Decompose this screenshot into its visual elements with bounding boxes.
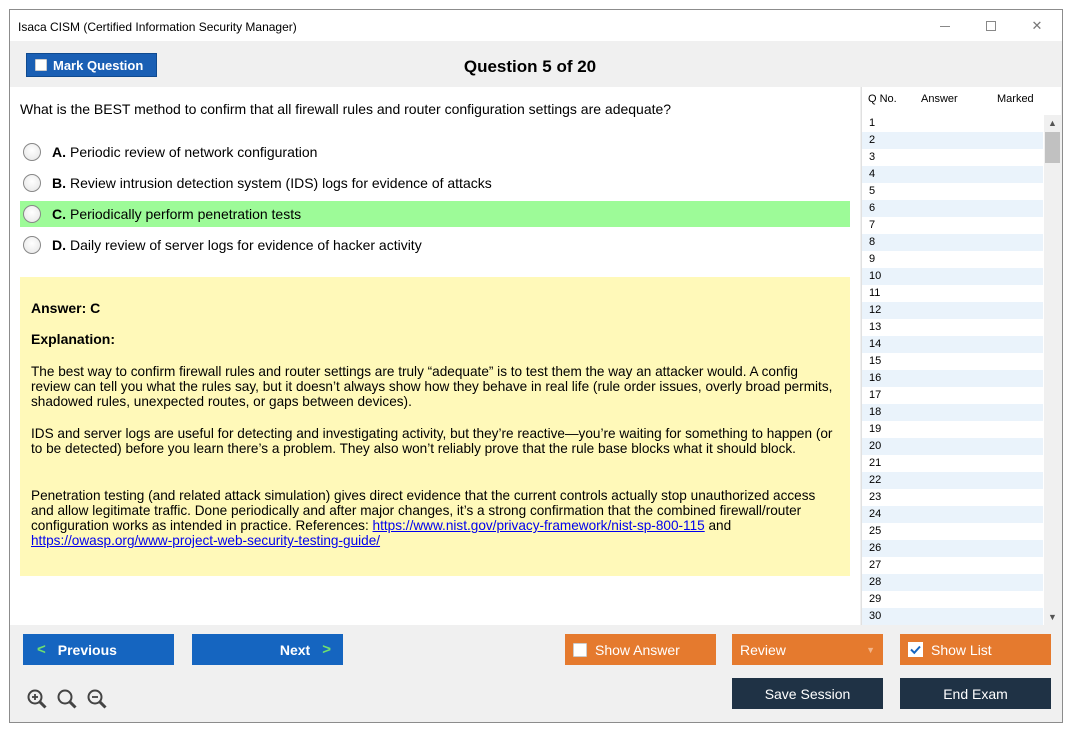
option-text: Daily review of server logs for evidence of hacker activity bbox=[70, 237, 422, 253]
question-list-row[interactable]: 11 bbox=[869, 287, 881, 299]
zoom-out-icon[interactable] bbox=[86, 688, 108, 710]
previous-button[interactable] bbox=[23, 634, 174, 665]
question-panel bbox=[10, 87, 860, 625]
show-list-button[interactable] bbox=[900, 634, 1051, 665]
question-list-row[interactable]: 15 bbox=[869, 355, 882, 367]
explanation-paragraph-3 bbox=[31, 488, 836, 548]
option-a[interactable] bbox=[20, 139, 850, 165]
question-text: What is the BEST method to confirm that all firewall rules and router configuration settings are adequate? bbox=[20, 101, 672, 117]
question-list-panel bbox=[861, 87, 1061, 625]
question-list-rows bbox=[862, 115, 1043, 625]
show-answer-checkbox[interactable] bbox=[573, 643, 587, 657]
question-list-row[interactable]: 28 bbox=[862, 574, 1043, 591]
next-label: Next bbox=[279, 641, 311, 658]
chevron-left-icon: < bbox=[37, 641, 46, 658]
question-list-row[interactable]: 1 bbox=[869, 117, 876, 129]
show-answer-button[interactable] bbox=[565, 634, 716, 665]
previous-label: Previous bbox=[57, 641, 117, 658]
option-d[interactable] bbox=[20, 232, 850, 258]
option-letter: B. bbox=[52, 175, 66, 191]
mark-question-label: Mark Question bbox=[53, 57, 144, 73]
app-window bbox=[9, 9, 1063, 723]
question-list-row[interactable]: 24 bbox=[862, 506, 1043, 523]
review-label: Review bbox=[740, 641, 786, 658]
explanation-paragraph-1: The best way to confirm firewall rules and router settings are truly “adequate” is to test them the way an attacker would. A config review can tell you what the rules say, but it doesn’t always show how they behave in real life (rule order issues, overly broad permits, shadowed rules, unexpected routes, or gaps between devices). bbox=[31, 364, 833, 409]
option-b-radio[interactable] bbox=[23, 174, 41, 192]
scroll-down-icon[interactable]: ▼ bbox=[1048, 612, 1057, 622]
explanation-paragraph-3-text: Penetration testing (and related attack simulation) gives direct evidence that the current controls actually stop unauthorized access and allow legitimate traffic. Done periodically and after major changes, it’s a strong confirmation that the combined firewall/router configuration works as intended in practice. References: bbox=[31, 488, 816, 533]
reference-link-nist[interactable]: https://www.nist.gov/privacy-framework/nist-sp-800-115 bbox=[372, 518, 705, 533]
option-letter: A. bbox=[52, 144, 66, 160]
title-bar bbox=[10, 10, 1062, 41]
question-list-row[interactable]: 23 bbox=[869, 491, 882, 503]
close-button[interactable] bbox=[1014, 14, 1060, 38]
maximize-button[interactable] bbox=[968, 14, 1014, 38]
question-list-row[interactable]: 20 bbox=[862, 438, 1043, 455]
show-list-checkbox[interactable] bbox=[908, 642, 923, 657]
option-text: Periodic review of network configuration bbox=[70, 144, 318, 160]
question-list-row[interactable]: 22 bbox=[862, 472, 1043, 489]
reference-link-owasp[interactable]: https://owasp.org/www-project-web-security-testing-guide/ bbox=[31, 533, 381, 548]
option-b[interactable] bbox=[20, 170, 850, 196]
next-button[interactable] bbox=[192, 634, 343, 665]
question-list-row[interactable]: 5 bbox=[869, 185, 876, 197]
minimize-button[interactable] bbox=[922, 14, 968, 38]
zoom-in-icon[interactable] bbox=[26, 688, 48, 710]
question-list-row[interactable]: 18 bbox=[862, 404, 1043, 421]
question-list-row[interactable]: 29 bbox=[869, 593, 882, 605]
option-a-radio[interactable] bbox=[23, 143, 41, 161]
answer-header: Answer bbox=[921, 93, 958, 105]
save-session-label: Save Session bbox=[764, 685, 851, 702]
question-list-row[interactable]: 7 bbox=[869, 219, 876, 231]
option-letter: D. bbox=[52, 237, 66, 253]
question-list-row[interactable]: 26 bbox=[862, 540, 1043, 557]
explanation-paragraph-2: IDS and server logs are useful for detecting and investigating activity, but they’re reactive—you’re waiting for something to happen (or to be detected) before you learn there’s a problem. They also won’t reliably prove that the rule base blocks what it should block. bbox=[31, 426, 833, 456]
question-list-row[interactable]: 17 bbox=[869, 389, 882, 401]
end-exam-label: End Exam bbox=[943, 685, 1008, 702]
question-list-row[interactable]: 30 bbox=[862, 608, 1043, 625]
close-icon: ✕ bbox=[1031, 18, 1043, 33]
option-letter: C. bbox=[52, 206, 66, 222]
mark-question-checkbox[interactable] bbox=[35, 59, 47, 71]
question-list-row[interactable]: 21 bbox=[869, 457, 882, 469]
question-list-row[interactable]: 16 bbox=[862, 370, 1043, 387]
marked-header: Marked bbox=[997, 93, 1034, 105]
and-text: and bbox=[704, 518, 732, 533]
option-text: Review intrusion detection system (IDS) logs for evidence of attacks bbox=[70, 175, 492, 191]
explanation-box bbox=[20, 277, 850, 576]
show-list-label: Show List bbox=[931, 641, 992, 658]
answer-label: Answer: C bbox=[31, 300, 101, 316]
review-dropdown[interactable] bbox=[732, 634, 883, 665]
question-list-row[interactable]: 19 bbox=[869, 423, 882, 435]
question-list-row[interactable]: 6 bbox=[862, 200, 1043, 217]
minimize-icon bbox=[940, 26, 950, 27]
question-list-row[interactable]: 4 bbox=[862, 166, 1043, 183]
question-list-row[interactable]: 10 bbox=[862, 268, 1043, 285]
question-list-row[interactable]: 12 bbox=[862, 302, 1043, 319]
scroll-thumb[interactable] bbox=[1045, 132, 1060, 163]
mark-question-button[interactable] bbox=[26, 53, 157, 77]
scroll-up-icon[interactable]: ▲ bbox=[1048, 118, 1057, 128]
qno-header: Q No. bbox=[868, 93, 897, 105]
question-list-row[interactable]: 9 bbox=[869, 253, 876, 265]
chevron-right-icon: > bbox=[322, 641, 331, 658]
question-list-row[interactable]: 13 bbox=[869, 321, 882, 333]
window-title: Isaca CISM (Certified Information Security Manager) bbox=[18, 20, 297, 34]
option-text: Periodically perform penetration tests bbox=[70, 206, 302, 222]
option-d-radio[interactable] bbox=[23, 236, 41, 254]
question-list-row[interactable]: 8 bbox=[862, 234, 1043, 251]
option-c[interactable] bbox=[20, 201, 850, 227]
question-list-row[interactable]: 27 bbox=[869, 559, 882, 571]
dropdown-caret-icon: ▼ bbox=[866, 644, 875, 655]
question-list-row[interactable]: 14 bbox=[862, 336, 1043, 353]
maximize-icon bbox=[986, 21, 996, 31]
question-counter: Question 5 of 20 bbox=[463, 57, 597, 76]
question-list-row[interactable]: 25 bbox=[869, 525, 882, 537]
question-list-row[interactable]: 2 bbox=[862, 132, 1043, 149]
option-c-radio[interactable] bbox=[23, 205, 41, 223]
question-list-scrollbar[interactable] bbox=[1044, 115, 1061, 625]
zoom-reset-icon[interactable] bbox=[56, 688, 78, 710]
end-exam-button[interactable] bbox=[900, 678, 1051, 709]
save-session-button[interactable] bbox=[732, 678, 883, 709]
question-list-row[interactable]: 3 bbox=[869, 151, 876, 163]
explanation-label: Explanation: bbox=[31, 331, 116, 347]
show-answer-label: Show Answer bbox=[595, 641, 680, 658]
